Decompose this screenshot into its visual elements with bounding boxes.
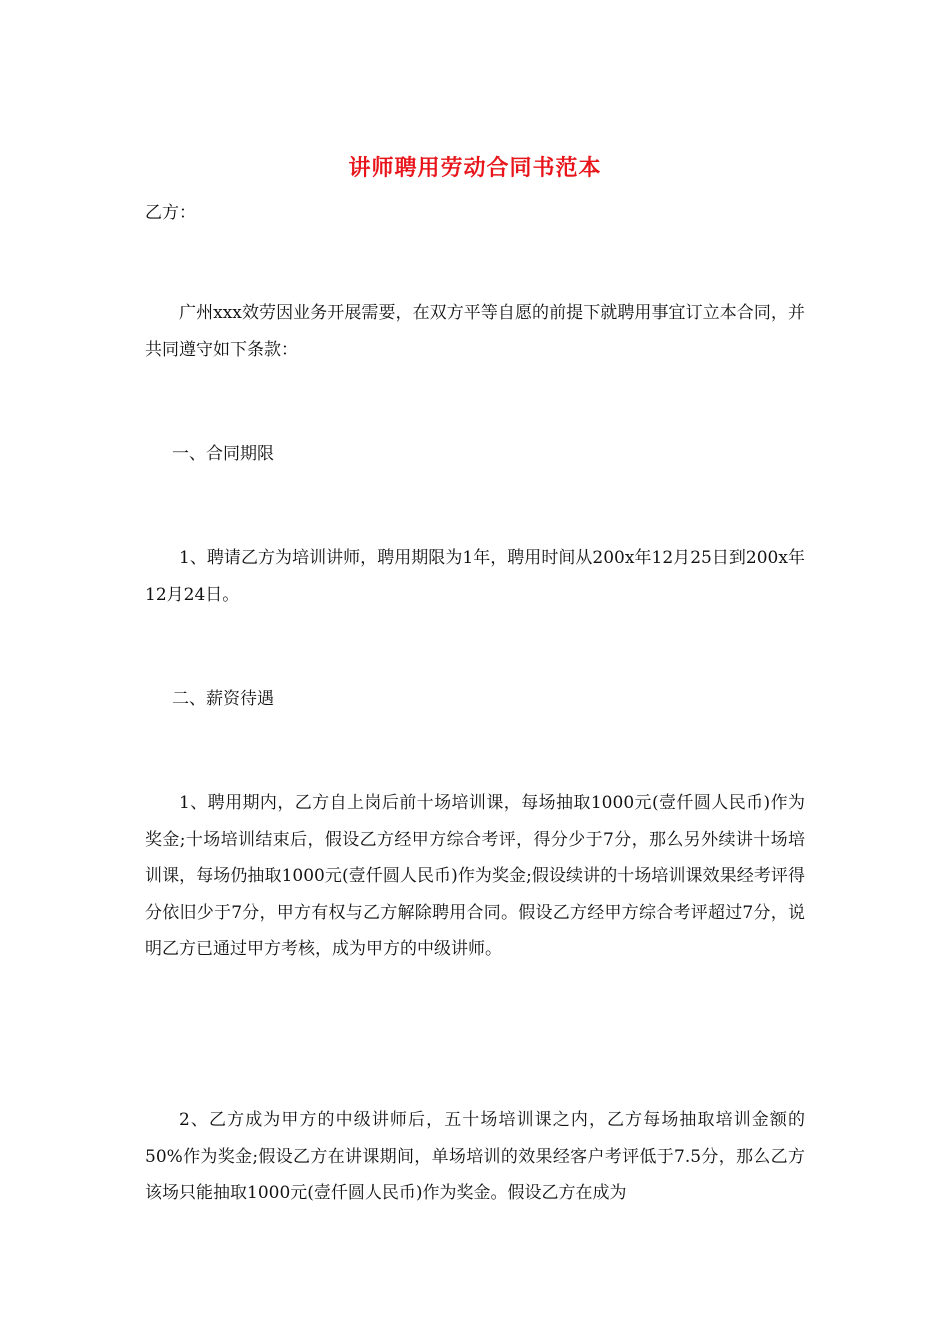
section2-item2 bbox=[145, 1102, 805, 1212]
section2-heading: 二、薪资待遇 bbox=[172, 689, 274, 709]
party-b-label: 乙方： bbox=[145, 203, 196, 223]
intro-paragraph bbox=[145, 295, 805, 368]
section1-item1 bbox=[145, 540, 805, 613]
document-title: 讲师聘用劳动合同书范本 bbox=[348, 156, 602, 181]
section2-item2-text: 2、乙方成为甲方的中级讲师后，五十场培训课之内，乙方每场抽取培训金额的50%作为奖金;假设乙方在讲课期间，单场培训的效果经客户考评低于7.5分，那么乙方该场只能抽取1000元(壹仟圆人民币)作为奖金。假设乙方在成为 bbox=[145, 1110, 805, 1204]
section1-item1-text: 1、聘请乙方为培训讲师，聘用期限为1年，聘用时间从200x年12月25日到200x年12月24日。 bbox=[145, 548, 805, 605]
section2-item1 bbox=[145, 785, 805, 968]
intro-text: 广州xxx效劳因业务开展需要，在双方平等自愿的前提下就聘用事宜订立本合同，并共同遵守如下条款： bbox=[145, 303, 805, 360]
section2-item1-text: 1、聘用期内，乙方自上岗后前十场培训课，每场抽取1000元(壹仟圆人民币)作为奖金;十场培训结束后，假设乙方经甲方综合考评，得分少于7分，那么另外续讲十场培训课，每场仍抽取1000元(壹仟圆人民币)作为奖金;假设续讲的十场培训课效果经考评得分依旧少于7分，甲方有权与乙方解除聘用合同。假设乙方经甲方综合考评超过7分，说明乙方已通过甲方考核，成为甲方的中级讲师。 bbox=[145, 793, 805, 960]
section1-heading: 一、合同期限 bbox=[172, 444, 274, 464]
